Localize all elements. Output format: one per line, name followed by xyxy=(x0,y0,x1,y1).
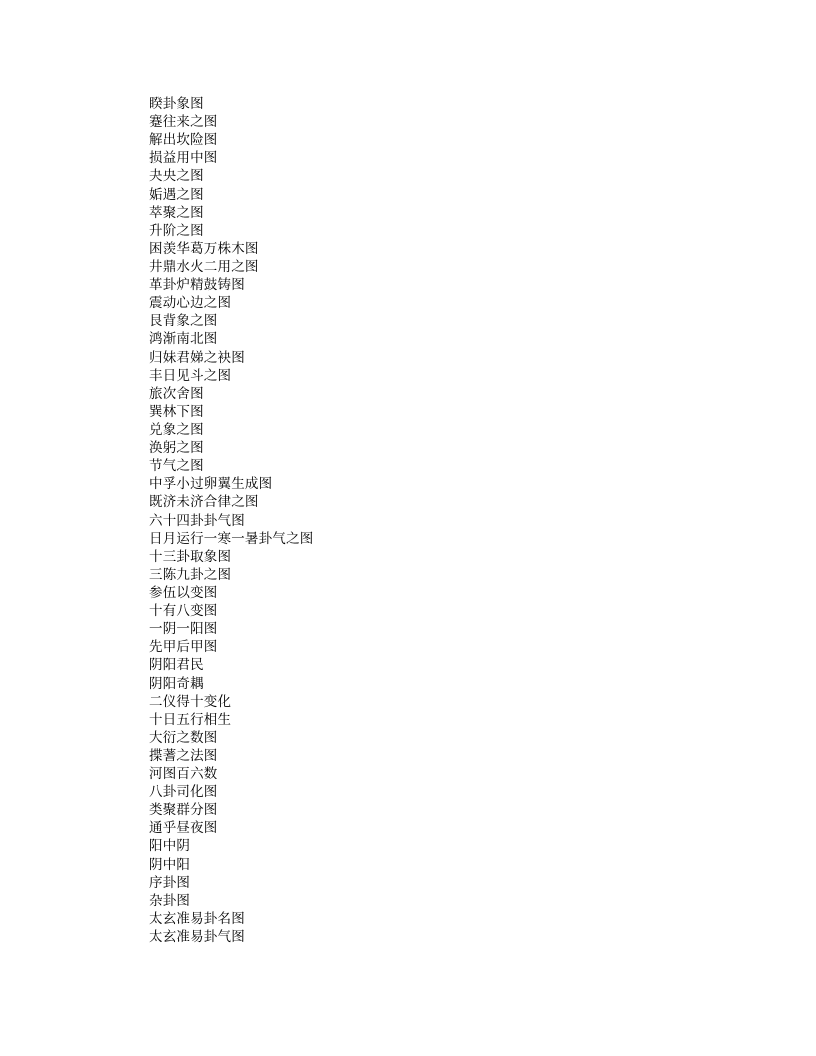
list-item: 大衍之数图 xyxy=(149,729,218,746)
list-item: 姤遇之图 xyxy=(149,186,204,203)
list-item: 困羡华葛万株木图 xyxy=(149,240,259,257)
list-item: 归妹君娣之袂图 xyxy=(149,349,245,366)
list-item: 三陈九卦之图 xyxy=(149,566,232,583)
list-item: 类聚群分图 xyxy=(149,802,218,819)
list-item: 揲蓍之法图 xyxy=(149,747,218,764)
list-item: 日月运行一寒一暑卦气之图 xyxy=(149,530,314,547)
list-item: 兑象之图 xyxy=(149,421,204,438)
list-item: 阴阳君民 xyxy=(149,657,204,674)
list-item: 既济未济合律之图 xyxy=(149,494,259,511)
list-item: 革卦炉精鼓铸图 xyxy=(149,277,245,294)
list-item: 先甲后甲图 xyxy=(149,639,218,656)
list-item: 损益用中图 xyxy=(149,150,218,167)
diagram-title-list xyxy=(149,95,313,946)
list-item: 八卦司化图 xyxy=(149,784,218,801)
list-item: 一阴一阳图 xyxy=(149,621,218,638)
list-item: 旅次舍图 xyxy=(149,385,204,402)
list-item: 太玄准易卦气图 xyxy=(149,929,245,946)
list-item: 节气之图 xyxy=(149,458,204,475)
list-item: 六十四卦卦气图 xyxy=(149,512,245,529)
list-item: 艮背象之图 xyxy=(149,313,218,330)
list-item: 太玄准易卦名图 xyxy=(149,910,245,927)
list-item: 中孚小过卵翼生成图 xyxy=(149,476,273,493)
list-item: 睽卦象图 xyxy=(149,96,204,112)
list-item: 解出坎险图 xyxy=(149,132,218,149)
list-item: 井鼎水火二用之图 xyxy=(149,258,259,275)
list-item: 升阶之图 xyxy=(149,222,204,239)
list-item: 阴阳奇耦 xyxy=(149,675,204,692)
list-item: 夬央之图 xyxy=(149,168,204,185)
list-item: 参伍以变图 xyxy=(149,584,218,601)
list-item: 十三卦取象图 xyxy=(149,548,232,565)
list-item: 鸿渐南北图 xyxy=(149,331,218,348)
list-item: 萃聚之图 xyxy=(149,204,204,221)
list-item: 十日五行相生 xyxy=(149,711,232,728)
list-item: 杂卦图 xyxy=(149,892,191,909)
list-item: 涣躬之图 xyxy=(149,440,204,457)
list-item: 震动心边之图 xyxy=(149,295,232,312)
list-item: 蹇往来之图 xyxy=(149,114,218,131)
list-item: 河图百六数 xyxy=(149,766,218,783)
list-item: 十有八变图 xyxy=(149,603,218,620)
list-item: 丰日见斗之图 xyxy=(149,367,232,384)
list-item: 阳中阴 xyxy=(149,838,191,855)
list-item: 巽林下图 xyxy=(149,403,204,420)
list-item: 序卦图 xyxy=(149,874,191,891)
list-item: 通乎昼夜图 xyxy=(149,820,218,837)
list-item: 阴中阳 xyxy=(149,856,191,873)
list-item: 二仪得十变化 xyxy=(149,693,232,710)
